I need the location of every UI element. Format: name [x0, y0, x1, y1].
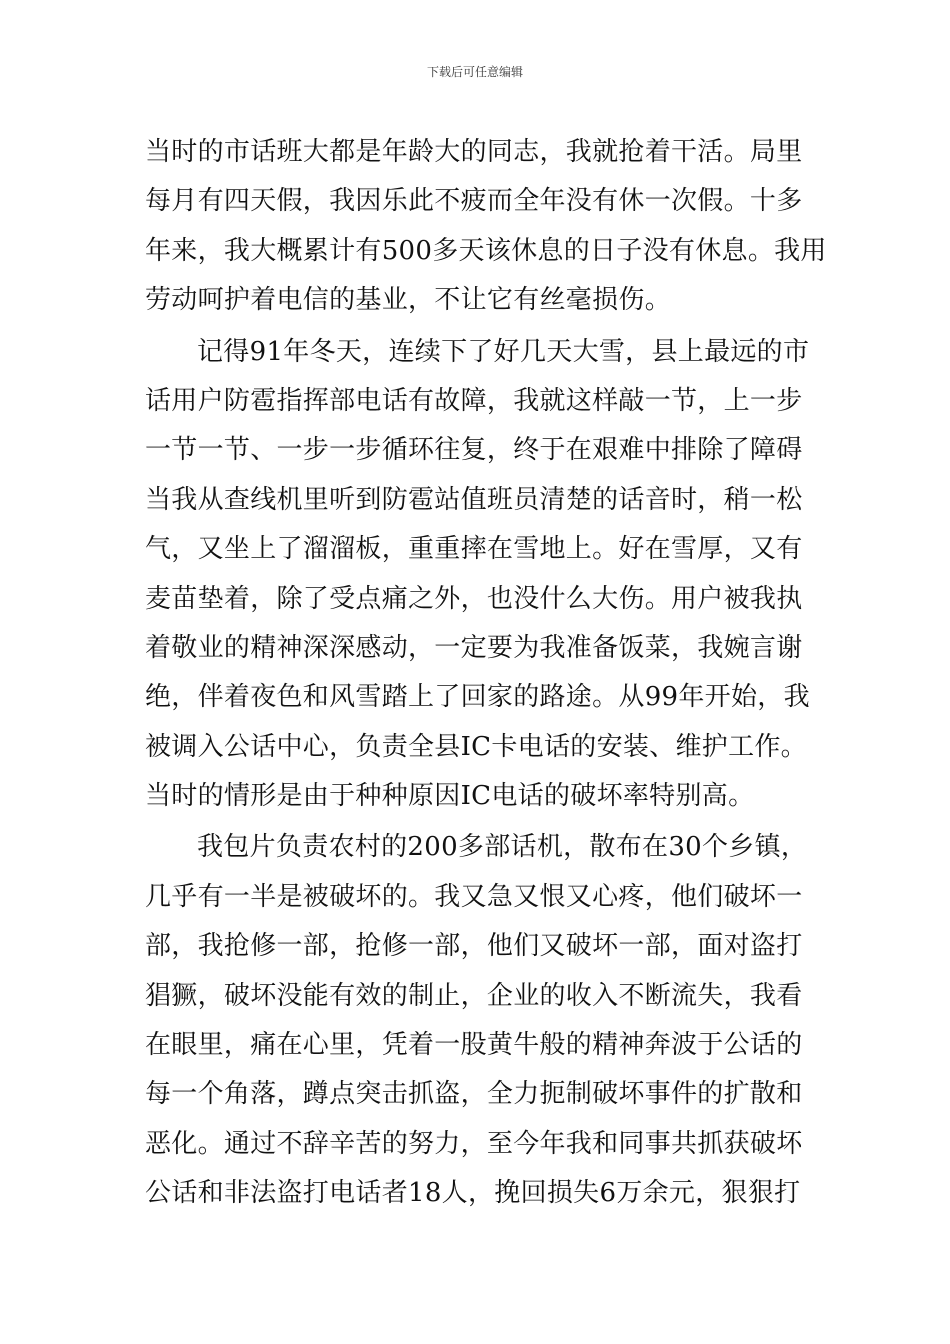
text-line: 年来，我大概累计有500多天该休息的日子没有休息。我用: [145, 235, 827, 266]
text-line: 公话和非法盗打电话者18人，挽回损失6万余元，狠狠打: [145, 1178, 801, 1209]
text-line: 在眼里，痛在心里，凭着一股黄牛般的精神奔波于公话的: [145, 1030, 803, 1061]
text-line: 话用户防雹指挥部电话有故障，我就这样敲一节，上一步: [145, 385, 803, 416]
text-line: 劳动呵护着电信的基业，不让它有丝毫损伤。: [145, 285, 672, 316]
text-line: 猖獗，破坏没能有效的制止，企业的收入不断流失，我看: [145, 980, 803, 1011]
text-line: 绝，伴着夜色和风雪踏上了回家的路途。从99年开始，我: [145, 682, 810, 713]
text-line: 着敬业的精神深深感动，一定要为我准备饭菜，我婉言谢: [145, 632, 803, 663]
text-line: 麦苗垫着，除了受点痛之外，也没什么大伤。用户被我执: [145, 583, 803, 614]
text-line: 部，我抢修一部，抢修一部，他们又破坏一部，面对盗打: [145, 931, 803, 962]
paragraph-start-line: 记得91年冬天，连续下了好几天大雪，县上最远的市: [197, 336, 810, 367]
text-line: 当时的市话班大都是年龄大的同志，我就抢着干活。局里: [145, 137, 803, 167]
text-line: 每月有四天假，我因乐此不疲而全年没有休一次假。十多: [145, 186, 803, 217]
text-line: 当我从查线机里听到防雹站值班员清楚的话音时，稍一松: [145, 484, 803, 515]
text-line: 一节一节、一步一步循环往复，终于在艰难中排除了障碍: [145, 435, 803, 466]
text-line: 每一个角落，蹲点突击抓盗，全力扼制破坏事件的扩散和: [145, 1079, 803, 1110]
text-line: 被调入公话中心，负责全县IC卡电话的安装、维护工作。: [145, 731, 807, 762]
text-line: 当时的情形是由于种种原因IC电话的破坏率特别高。: [145, 781, 755, 812]
page-header-note: 下载后可任意编辑: [426, 65, 523, 79]
paragraph-start-line: 我包片负责农村的200多部话机，散布在30个乡镇，: [197, 832, 808, 863]
document-body: [145, 128, 827, 1219]
text-line: 几乎有一半是被破坏的。我又急又恨又心疼，他们破坏一: [145, 881, 803, 912]
text-line: 恶化。通过不辞辛苦的努力，至今年我和同事共抓获破坏: [145, 1128, 803, 1159]
text-line: 气，又坐上了溜溜板，重重摔在雪地上。好在雪厚，又有: [145, 534, 803, 565]
